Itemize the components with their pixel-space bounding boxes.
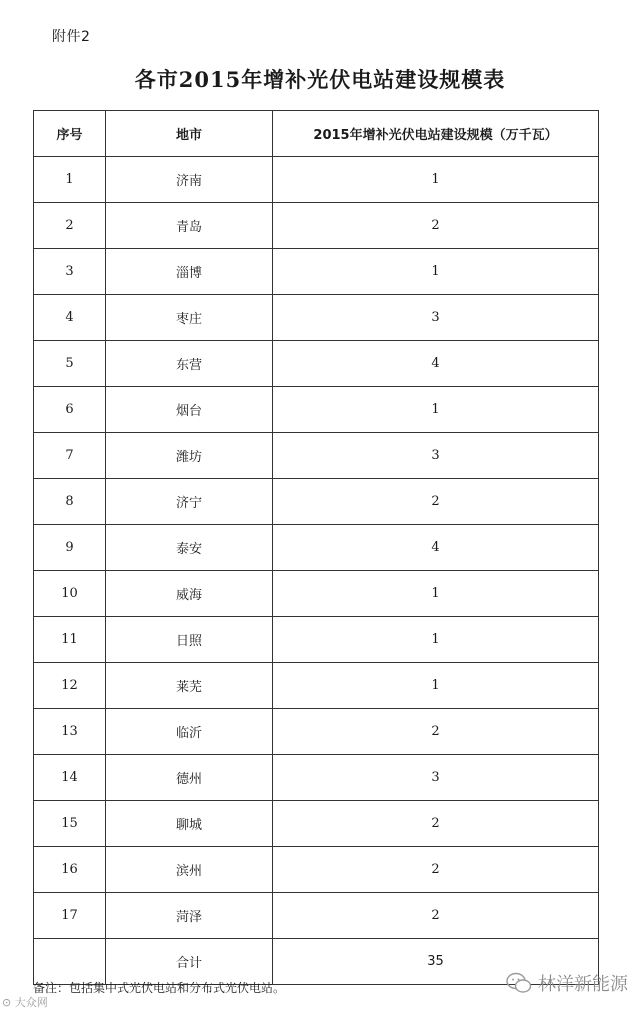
row-scale-cell: 2 [273, 801, 599, 847]
table-row [34, 387, 599, 433]
total-index-cell [34, 939, 106, 985]
header-city: 地市 [106, 111, 273, 157]
table-body [34, 157, 599, 985]
total-value: 35 [273, 939, 599, 985]
row-city-cell: 潍坊 [106, 433, 273, 479]
row-city-cell: 青岛 [106, 203, 273, 249]
row-index-cell: 12 [34, 663, 106, 709]
row-city-cell: 菏泽 [106, 893, 273, 939]
source-watermark [2, 994, 48, 1010]
row-scale-cell: 2 [273, 709, 599, 755]
weibo-icon: ⊙ [2, 996, 12, 1009]
row-city-cell: 泰安 [106, 525, 273, 571]
table-header-row [34, 111, 599, 157]
table-row [34, 249, 599, 295]
header-index: 序号 [34, 111, 106, 157]
row-scale-cell: 3 [273, 433, 599, 479]
source-watermark-text: 大众网 [14, 996, 48, 1009]
row-index-cell: 17 [34, 893, 106, 939]
row-city-cell: 德州 [106, 755, 273, 801]
table-row [34, 157, 599, 203]
row-index-cell: 16 [34, 847, 106, 893]
row-scale-cell: 1 [273, 157, 599, 203]
row-city-cell: 聊城 [106, 801, 273, 847]
row-index-cell: 2 [34, 203, 106, 249]
row-city-cell: 滨州 [106, 847, 273, 893]
row-city-cell: 济南 [106, 157, 273, 203]
row-index-cell: 7 [34, 433, 106, 479]
row-index-cell: 5 [34, 341, 106, 387]
row-city-cell: 威海 [106, 571, 273, 617]
row-index-cell: 13 [34, 709, 106, 755]
row-index-cell: 1 [34, 157, 106, 203]
row-index-cell: 11 [34, 617, 106, 663]
row-scale-cell: 4 [273, 341, 599, 387]
table-row [34, 709, 599, 755]
row-scale-cell: 1 [273, 249, 599, 295]
row-city-cell: 日照 [106, 617, 273, 663]
table-row [34, 433, 599, 479]
row-scale-cell: 3 [273, 295, 599, 341]
attachment-label: 附件2 [52, 29, 91, 45]
table-row [34, 617, 599, 663]
wechat-icon [506, 972, 532, 994]
table-row [34, 801, 599, 847]
row-city-cell: 临沂 [106, 709, 273, 755]
table-row [34, 847, 599, 893]
table-row [34, 893, 599, 939]
table-row [34, 479, 599, 525]
row-scale-cell: 2 [273, 203, 599, 249]
row-scale-cell: 2 [273, 479, 599, 525]
row-index-cell: 8 [34, 479, 106, 525]
table-row [34, 295, 599, 341]
row-index-cell: 3 [34, 249, 106, 295]
row-city-cell: 烟台 [106, 387, 273, 433]
row-index-cell: 6 [34, 387, 106, 433]
row-scale-cell: 3 [273, 755, 599, 801]
scale-table [33, 110, 599, 985]
row-scale-cell: 1 [273, 663, 599, 709]
row-city-cell: 淄博 [106, 249, 273, 295]
row-scale-cell: 2 [273, 893, 599, 939]
table-row [34, 203, 599, 249]
wechat-watermark-text: 林洋新能源 [538, 974, 628, 995]
row-city-cell: 济宁 [106, 479, 273, 525]
footnote: 备注：包括集中式光伏电站和分布式光伏电站。 [33, 981, 286, 995]
table-row [34, 755, 599, 801]
row-scale-cell: 1 [273, 387, 599, 433]
row-city-cell: 莱芜 [106, 663, 273, 709]
row-index-cell: 4 [34, 295, 106, 341]
row-scale-cell: 1 [273, 571, 599, 617]
total-label: 合计 [106, 939, 273, 985]
row-scale-cell: 4 [273, 525, 599, 571]
row-index-cell: 15 [34, 801, 106, 847]
row-scale-cell: 1 [273, 617, 599, 663]
table-row [34, 663, 599, 709]
row-index-cell: 14 [34, 755, 106, 801]
row-scale-cell: 2 [273, 847, 599, 893]
row-city-cell: 东营 [106, 341, 273, 387]
row-city-cell: 枣庄 [106, 295, 273, 341]
table-row [34, 571, 599, 617]
row-index-cell: 10 [34, 571, 106, 617]
wechat-watermark [506, 970, 628, 996]
document-title: 各市2015年增补光伏电站建设规模表 [134, 67, 506, 92]
header-scale: 2015年增补光伏电站建设规模（万千瓦） [273, 111, 599, 157]
table-row [34, 525, 599, 571]
row-index-cell: 9 [34, 525, 106, 571]
table-row [34, 341, 599, 387]
